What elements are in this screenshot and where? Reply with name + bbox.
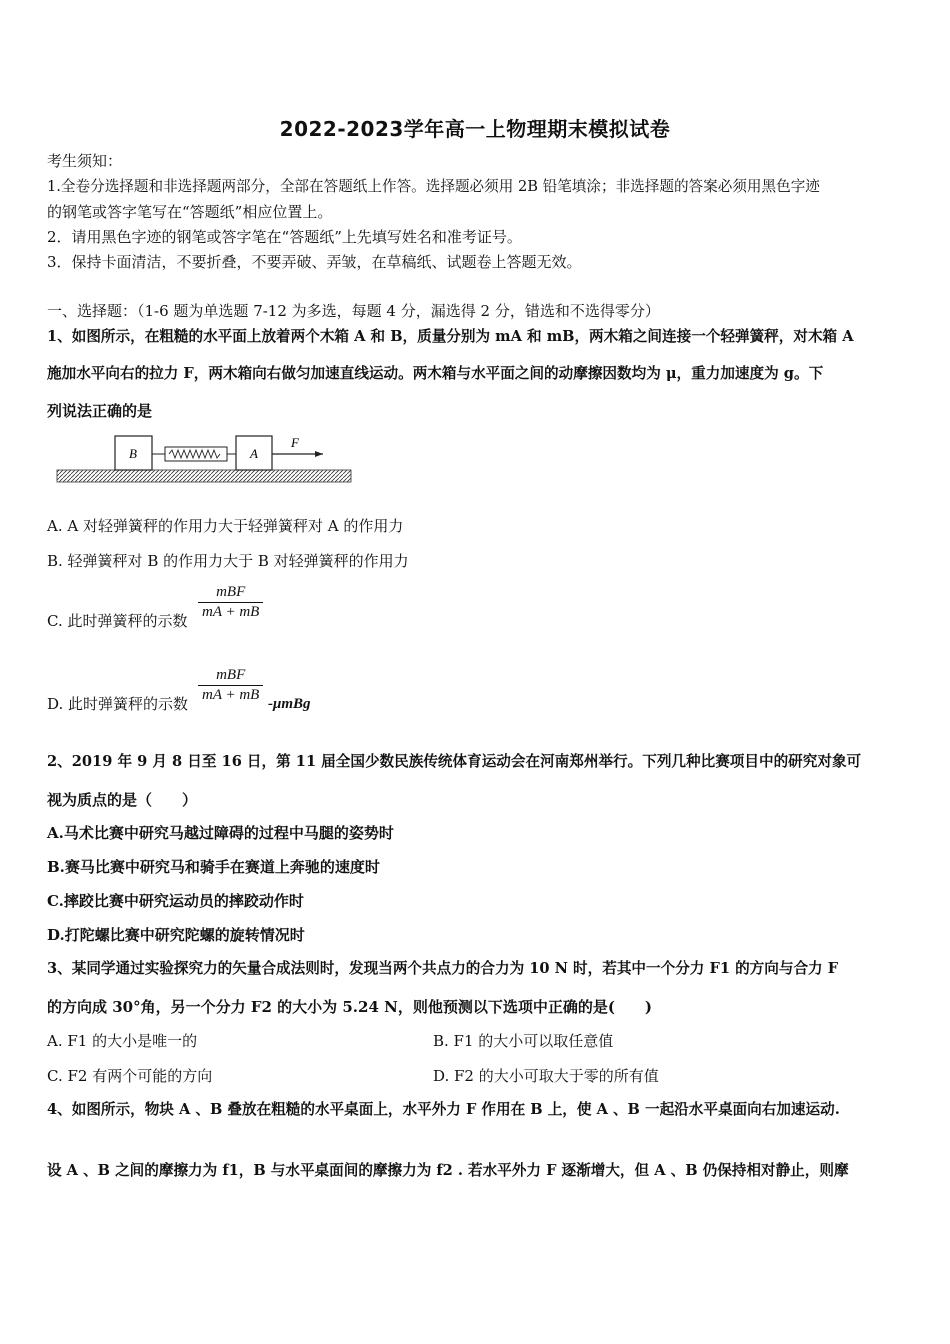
q4-stem-line-2: 设 A 、B 之间的摩擦力为 f1，B 与水平桌面间的摩擦力为 f2 . 若水平外力 F 逐渐增大，但 A 、B 仍保持相对静止，则摩: [47, 1162, 849, 1179]
notice-line-1a: 1.全卷分选择题和非选择题两部分，全部在答题纸上作答。选择题必须用 2B 铅笔填涂；非选择题的答案必须用黑色字迹: [47, 178, 820, 195]
q1-option-b: B. 轻弹簧秤对 B 的作用力大于 B 对轻弹簧秤的作用力: [47, 552, 409, 570]
ground: [57, 470, 351, 482]
notice-heading: 考生须知：: [47, 152, 123, 170]
fraction-numerator: mBF: [216, 584, 246, 600]
q2-option-c: C.摔跤比赛中研究运动员的摔跤动作时: [47, 892, 304, 910]
q2-stem-line-1: 2、2019 年 9 月 8 日至 16 日，第 11 届全国少数民族传统体育运动会在河南郑州举行。下列几种比赛项目中的研究对象可: [47, 753, 862, 770]
q1-option-d-suffix: -μmBg: [268, 696, 311, 712]
q3-stem-line-1: 3、某同学通过实验探究力的矢量合成法则时，发现当两个共点力的合力为 10 N 时，若其中一个分力 F1 的方向与合力 F: [47, 960, 839, 977]
q3-option-d: D. F2 的大小可取大于零的所有值: [433, 1067, 659, 1085]
force-arrow-head: [315, 451, 323, 457]
q2-stem-line-2: 视为质点的是（ ）: [47, 791, 198, 809]
q1-option-d-fraction: [198, 667, 263, 704]
box-b-label: B: [129, 446, 137, 461]
notice-line-2: 2．请用黑色字迹的钢笔或答字笔在“答题纸”上先填写姓名和准考证号。: [47, 228, 522, 246]
fraction-bar: [198, 685, 263, 686]
fraction-denominator: mA + mB: [202, 604, 260, 620]
force-label: F: [291, 435, 299, 450]
fraction-denominator: mA + mB: [202, 687, 260, 703]
box-a-label: A: [250, 446, 258, 461]
q3-option-c: C. F2 有两个可能的方向: [47, 1067, 213, 1085]
q2-option-b: B.赛马比赛中研究马和骑手在赛道上奔驰的速度时: [47, 858, 380, 876]
q1-option-a: A. A 对轻弹簧秤的作用力大于轻弹簧秤对 A 的作用力: [47, 517, 404, 535]
section-heading: 一、选择题：（1-6 题为单选题 7-12 为多选，每题 4 分，漏选得 2 分，错选和不选得零分）: [47, 302, 660, 320]
notice-line-3: 3．保持卡面清洁，不要折叠，不要弄破、弄皱，在草稿纸、试题卷上答题无效。: [47, 253, 582, 271]
q2-option-d: D.打陀螺比赛中研究陀螺的旋转情况时: [47, 926, 305, 944]
q1-option-d-prefix: D. 此时弹簧秤的示数: [47, 695, 189, 713]
fraction-numerator: mBF: [216, 667, 246, 683]
notice-line-1b: 的钢笔或答字笔写在“答题纸”相应位置上。: [47, 203, 333, 221]
q4-stem-line-1: 4、如图所示，物块 A 、B 叠放在粗糙的水平桌面上，水平外力 F 作用在 B 上，使 A 、B 一起沿水平桌面向右加速运动.: [47, 1101, 840, 1118]
fraction-bar: [198, 602, 263, 603]
q1-option-c-prefix: C. 此时弹簧秤的示数: [47, 612, 188, 630]
q1-option-c-fraction: [198, 584, 263, 621]
q1-stem-line-2: 施加水平向右的拉力 F，两木箱向右做匀加速直线运动。两木箱与水平面之间的动摩擦因数均为 μ，重力加速度为 g。下: [47, 365, 824, 382]
page-title: 2022-2023学年高一上物理期末模拟试卷: [279, 117, 671, 141]
q3-option-a: A. F1 的大小是唯一的: [47, 1032, 198, 1050]
q3-stem-line-2: 的方向成 30°角，另一个分力 F2 的大小为 5.24 N，则他预测以下选项中正确的是( ): [47, 998, 653, 1016]
q1-figure: [55, 430, 355, 486]
q3-option-b: B. F1 的大小可以取任意值: [433, 1032, 614, 1050]
q1-stem-line-3: 列说法正确的是: [47, 402, 153, 420]
q2-option-a: A.马术比赛中研究马越过障碍的过程中马腿的姿势时: [47, 824, 394, 842]
q1-stem-line-1: 1、如图所示，在粗糙的水平面上放着两个木箱 A 和 B，质量分别为 mA 和 mB，两木箱之间连接一个轻弹簧秤，对木箱 A: [47, 328, 854, 345]
